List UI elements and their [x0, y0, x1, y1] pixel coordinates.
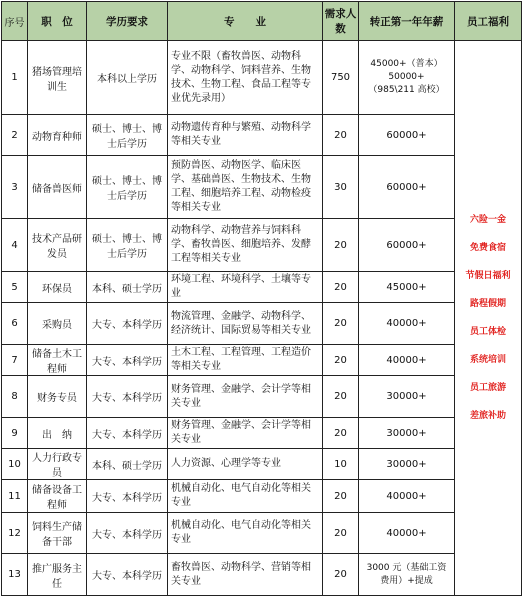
table-row: [2, 115, 522, 156]
cell-education: 本科、硕士学历: [87, 449, 168, 480]
cell-salary: [359, 219, 455, 272]
cell-count: 20: [323, 345, 359, 376]
salary-line: 60000+: [386, 129, 427, 141]
header-benefits: 员工福利: [455, 2, 522, 41]
header-row: [2, 2, 522, 41]
cell-seq: 10: [2, 449, 28, 480]
header-education: 学历要求: [87, 2, 168, 41]
cell-education: 大专、本科学历: [87, 345, 168, 376]
cell-count: 20: [323, 554, 359, 596]
cell-major: 机械自动化、电气自动化等相关专业: [168, 513, 323, 554]
cell-position: 出 纳: [28, 418, 87, 449]
cell-seq: 2: [2, 115, 28, 156]
salary-line: 60000+: [386, 239, 427, 251]
salary-line: 45000+: [386, 281, 427, 293]
salary-line: 40000+: [386, 490, 427, 502]
cell-count: 20: [323, 219, 359, 272]
table-row: [2, 554, 522, 596]
cell-count: 20: [323, 115, 359, 156]
cell-count: 20: [323, 513, 359, 554]
salary-line: 45000+（普本）: [370, 59, 443, 69]
salary-line: （985\211 高校）: [368, 85, 445, 95]
cell-position: 储备土木工程师: [28, 345, 87, 376]
salary-line: 40000+: [386, 354, 427, 366]
benefit-item: 员工旅游: [469, 383, 506, 393]
cell-seq: 13: [2, 554, 28, 596]
cell-position: 储备设备工程师: [28, 480, 87, 513]
cell-major: 物流管理、金融学、动物科学、经济统计、国际贸易等相关专业: [168, 303, 323, 345]
cell-count: 20: [323, 303, 359, 345]
recruitment-table: [1, 1, 522, 596]
cell-position: 储备兽医师: [28, 156, 87, 219]
salary-line: 3000 元（基础工资: [366, 562, 447, 573]
benefit-item: 路程假期: [469, 299, 506, 309]
table-row: [2, 41, 522, 115]
cell-major: 畜牧兽医、动物科学、营销等相关专业: [168, 554, 323, 596]
benefit-item: 节假日福利: [465, 271, 511, 281]
header-count: 需求人数: [323, 2, 359, 41]
salary-line: 30000+: [386, 427, 427, 439]
cell-salary: [359, 376, 455, 418]
cell-seq: 4: [2, 219, 28, 272]
cell-major: 预防兽医、动物医学、临床医学、基础兽医、生物技术、生物工程、细胞培养工程、动物检疫等相关专业: [168, 156, 323, 219]
cell-major: 土木工程、工程管理、工程造价等相关专业: [168, 345, 323, 376]
cell-major: 环境工程、环境科学、土壤等专业: [168, 272, 323, 303]
recruitment-table-wrapper: [1, 1, 521, 596]
benefit-item: 六险一金: [469, 215, 506, 225]
cell-position: 财务专员: [28, 376, 87, 418]
cell-education: 大专、本科学历: [87, 376, 168, 418]
cell-salary: [359, 449, 455, 480]
cell-major: 财务管理、金融学、会计学等相关专业: [168, 418, 323, 449]
benefit-item: 员工体检: [469, 327, 506, 337]
cell-position: 饲料生产储备干部: [28, 513, 87, 554]
cell-education: 硕士、博士、博士后学历: [87, 115, 168, 156]
salary-line: 费用）+提成: [380, 575, 433, 586]
cell-salary: [359, 554, 455, 596]
cell-position: 环保员: [28, 272, 87, 303]
cell-position: 猪场管理培训生: [28, 41, 87, 115]
cell-salary: [359, 272, 455, 303]
cell-education: 大专、本科学历: [87, 554, 168, 596]
cell-salary: [359, 480, 455, 513]
cell-major: 动物科学、动物营养与饲料科学、畜牧兽医、细胞培养、发酵工程等相关专业: [168, 219, 323, 272]
cell-position: 动物育种师: [28, 115, 87, 156]
table-row: [2, 418, 522, 449]
table-row: [2, 480, 522, 513]
cell-seq: 7: [2, 345, 28, 376]
table-body: [2, 41, 522, 596]
cell-seq: 12: [2, 513, 28, 554]
cell-salary: [359, 418, 455, 449]
cell-seq: 3: [2, 156, 28, 219]
cell-salary: [359, 303, 455, 345]
salary-line: 60000+: [386, 181, 427, 193]
cell-salary: [359, 345, 455, 376]
header-position: 职 位: [28, 2, 87, 41]
cell-seq: 6: [2, 303, 28, 345]
cell-education: 本科、硕士学历: [87, 272, 168, 303]
cell-education: 大专、本科学历: [87, 480, 168, 513]
cell-major: 财务管理、金融学、会计学等相关专业: [168, 376, 323, 418]
cell-major: 专业不限（畜牧兽医、动物科学、动物科学、饲料营养、生物技术、生物工程、食品工程等专业优先录用）: [168, 41, 323, 115]
cell-major: 动物遗传育种与繁殖、动物科学等相关专业: [168, 115, 323, 156]
cell-count: 20: [323, 418, 359, 449]
cell-major: 人力资源、心理学等专业: [168, 449, 323, 480]
cell-position: 技术产品研发员: [28, 219, 87, 272]
cell-count: 750: [323, 41, 359, 115]
cell-count: 20: [323, 272, 359, 303]
table-row: [2, 513, 522, 554]
header-major: 专 业: [168, 2, 323, 41]
salary-line: 30000+: [386, 391, 427, 402]
table-row: [2, 272, 522, 303]
salary-line: 40000+: [386, 527, 427, 539]
table-row: [2, 219, 522, 272]
cell-position: 采购员: [28, 303, 87, 345]
table-row: [2, 345, 522, 376]
cell-major: 机械自动化、电气自动化等相关专业: [168, 480, 323, 513]
cell-position: 推广服务主任: [28, 554, 87, 596]
benefit-item: 系统培训: [469, 355, 506, 365]
cell-seq: 5: [2, 272, 28, 303]
cell-position: 人力行政专员: [28, 449, 87, 480]
header-seq: 序号: [2, 2, 28, 41]
table-row: [2, 376, 522, 418]
salary-line: 40000+: [386, 318, 427, 329]
cell-seq: 11: [2, 480, 28, 513]
cell-salary: [359, 115, 455, 156]
cell-education: 硕士、博士、博士后学历: [87, 219, 168, 272]
table-row: [2, 449, 522, 480]
cell-count: 10: [323, 449, 359, 480]
cell-seq: 1: [2, 41, 28, 115]
cell-education: 本科以上学历: [87, 41, 168, 115]
header-salary: 转正第一年年薪: [359, 2, 455, 41]
cell-education: 大专、本科学历: [87, 303, 168, 345]
salary-line: 50000+: [388, 72, 425, 82]
benefit-item: 免费食宿: [469, 243, 506, 253]
cell-seq: 9: [2, 418, 28, 449]
cell-count: 30: [323, 156, 359, 219]
salary-line: 30000+: [386, 458, 427, 470]
cell-salary: [359, 513, 455, 554]
cell-salary: [359, 156, 455, 219]
table-row: [2, 156, 522, 219]
cell-education: 大专、本科学历: [87, 513, 168, 554]
table-row: [2, 303, 522, 345]
benefit-item: 差旅补助: [469, 411, 506, 421]
cell-education: 硕士、博士、博士后学历: [87, 156, 168, 219]
cell-count: 20: [323, 376, 359, 418]
cell-seq: 8: [2, 376, 28, 418]
cell-count: 20: [323, 480, 359, 513]
cell-education: 大专、本科学历: [87, 418, 168, 449]
benefits-cell: [455, 41, 522, 596]
cell-salary: [359, 41, 455, 115]
